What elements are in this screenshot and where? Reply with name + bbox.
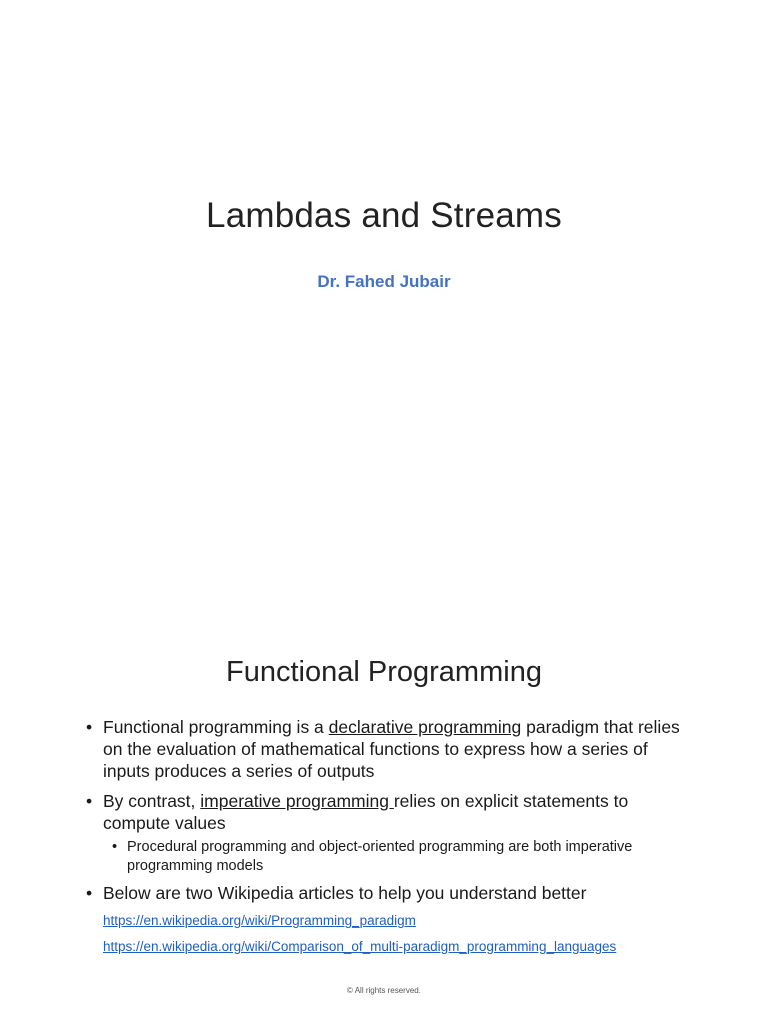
imperative-programming-link[interactable]: imperative programming xyxy=(200,791,394,811)
bullet-imperative-programming xyxy=(86,790,686,834)
slide-heading: Functional Programming xyxy=(226,656,542,688)
bullet-functional-programming xyxy=(86,716,686,782)
link-programming-paradigm[interactable]: https://en.wikipedia.org/wiki/Programming_paradigm xyxy=(103,913,416,928)
slide-title-heading: Lambdas and Streams xyxy=(206,196,562,235)
bullet-text: relies on explicit statements to compute values xyxy=(103,791,629,833)
bullet-wikipedia: • Below are two Wikipedia articles to help you understand better xyxy=(86,882,686,904)
slide-title xyxy=(0,0,768,480)
slide-functional-programming xyxy=(0,640,768,1024)
author-name: Dr. Fahed Jubair xyxy=(317,272,451,291)
link-comparison-multi-paradigm[interactable]: https://en.wikipedia.org/wiki/Comparison_of_multi-paradigm_programming_languages xyxy=(103,939,617,954)
copyright-footer: © All rights reserved. xyxy=(347,986,421,995)
subbullet-procedural: • Procedural programming and object-oriented programming are both imperative programming models xyxy=(112,838,686,876)
bullet-text: By contrast, xyxy=(103,791,201,811)
wikipedia-links xyxy=(103,912,616,964)
bullet-text: paradigm that relies on the evaluation of mathematical functions to express how a series of inputs produces a series of outputs xyxy=(103,717,680,781)
bullet-list xyxy=(86,716,686,912)
bullet-text: Functional programming is a xyxy=(103,717,329,737)
declarative-programming-link[interactable]: declarative programming xyxy=(328,717,522,737)
